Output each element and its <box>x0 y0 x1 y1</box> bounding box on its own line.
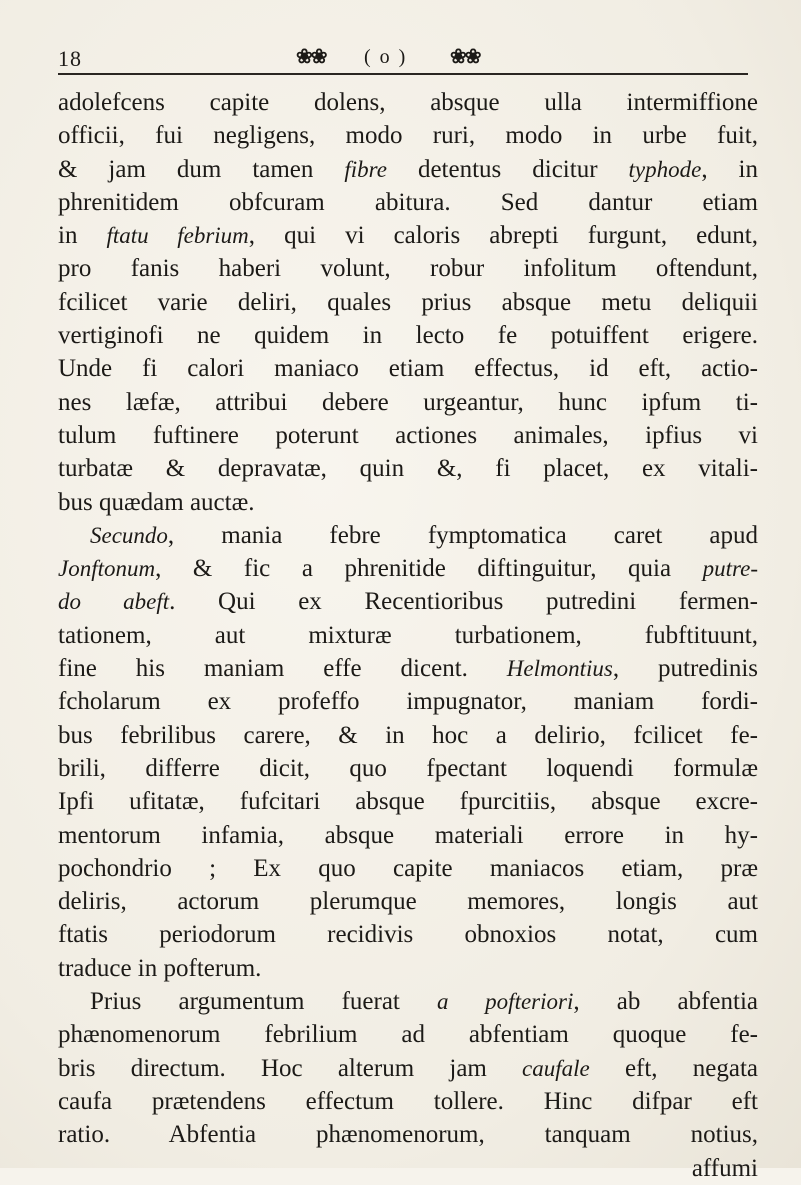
text-segment: brili, differre dicit, quo fpectant loquendi formulæ <box>58 754 758 782</box>
text-line <box>58 352 758 385</box>
italic-term: typhode <box>628 156 702 182</box>
text-line <box>58 652 758 685</box>
text-line <box>58 918 758 951</box>
text-line <box>58 486 758 519</box>
text-segment: traduce in pofterum. <box>58 954 262 982</box>
text-segment: phænomenorum febrilium ad abfentiam quoque fe- <box>58 1021 758 1049</box>
italic-term: ftatu febrium <box>106 223 249 249</box>
text-line <box>58 552 758 585</box>
text-segment: bus quædam auctæ. <box>58 488 255 516</box>
text-line <box>58 752 758 785</box>
signature-mark: ( o ) <box>364 46 408 68</box>
text-line <box>58 1085 758 1118</box>
italic-term: putre- <box>702 556 758 582</box>
text-segment: , & fic a phrenitide diftinguitur, quia <box>155 555 703 583</box>
italic-term: Jonftonum <box>58 556 156 582</box>
text-line <box>58 219 758 252</box>
text-segment: , mania febre fymptomatica caret apud <box>167 521 758 549</box>
text-line <box>58 585 758 618</box>
text-line <box>58 252 758 285</box>
text-line <box>58 1118 758 1151</box>
text-segment: Unde fi calori maniaco etiam effectus, id eft, actio- <box>58 355 758 383</box>
ornament-left-icon: ❀❀ <box>296 46 326 68</box>
italic-term: caufale <box>522 1055 590 1081</box>
text-segment: phrenitidem obfcuram abitura. Sed dantur etiam <box>58 188 758 216</box>
text-line <box>58 286 758 319</box>
text-line <box>58 619 758 652</box>
text-segment: ftatis periodorum recidivis obnoxios notat, cum <box>58 921 758 949</box>
text-segment: fine his maniam effe dicent. <box>58 655 507 683</box>
body-text <box>58 86 758 1185</box>
text-segment: , in <box>701 155 758 183</box>
text-segment: bris directum. Hoc alterum jam <box>58 1054 523 1082</box>
text-segment: , qui vi caloris abrepti furgunt, edunt, <box>248 222 758 250</box>
text-line <box>58 952 758 985</box>
italic-term: Secundo <box>90 522 168 548</box>
text-segment: affumi <box>691 1154 758 1182</box>
text-segment: eft, negata <box>589 1054 758 1082</box>
text-segment: adolefcens capite dolens, absque ulla intermiffione <box>58 89 758 116</box>
italic-term: fibre <box>344 156 387 182</box>
text-line <box>58 386 758 419</box>
text-line <box>58 119 758 152</box>
text-segment: in <box>58 222 107 250</box>
text-segment: fcholarum ex profeffo impugnator, maniam fordi- <box>58 688 758 716</box>
text-segment: bus febrilibus carere, & in hoc a delirio, fcilicet fe- <box>58 721 758 749</box>
text-segment: Prius argumentum fuerat <box>90 988 438 1016</box>
text-line <box>58 86 758 119</box>
text-line <box>58 1052 758 1085</box>
text-line <box>58 985 758 1018</box>
text-line <box>58 519 758 552</box>
text-segment: officii, fui negligens, modo ruri, modo in urbe fuit, <box>58 122 758 150</box>
italic-term: a pofteriori <box>437 989 574 1015</box>
text-segment: ratio. Abfentia phænomenorum, tanquam notius, <box>58 1121 758 1149</box>
text-segment: turbatæ & depravatæ, quin &, fi placet, ex vitali- <box>58 455 758 483</box>
text-line <box>58 319 758 352</box>
text-line <box>58 885 758 918</box>
text-segment: fcilicet varie deliri, quales prius absque metu deliquii <box>58 288 758 316</box>
text-segment: mentorum infamia, absque materiali errore in hy- <box>58 821 758 849</box>
text-segment: , ab abfentia <box>573 988 758 1016</box>
text-segment: pro fanis haberi volunt, robur infolitum oftendunt, <box>58 255 758 283</box>
text-line <box>58 452 758 485</box>
text-line <box>58 685 758 718</box>
ornament-right-icon: ❀❀ <box>450 46 480 68</box>
text-segment: vertiginofi ne quidem in lecto fe potuiffent erigere. <box>58 322 758 350</box>
page-header <box>58 36 754 76</box>
text-segment: . Qui ex Recentioribus putredini fermen- <box>169 588 758 616</box>
text-segment: & jam dum tamen <box>58 155 345 183</box>
text-line <box>58 1152 758 1185</box>
text-segment: , putredinis <box>612 655 758 683</box>
text-segment: detentus dicitur <box>386 155 629 183</box>
header-rule <box>58 73 748 75</box>
text-segment: deliris, actorum plerumque memores, longis aut <box>58 888 758 916</box>
text-segment: tulum fuftinere poterunt actiones animales, ipfius vi <box>58 421 758 449</box>
text-segment: caufa prætendens effectum tollere. Hinc difpar eft <box>58 1087 758 1115</box>
text-line <box>58 419 758 452</box>
text-segment: pochondrio ; Ex quo capite maniacos etiam, præ <box>58 854 758 882</box>
text-segment: nes læfæ, attribui debere urgeantur, hunc ipfum ti- <box>58 388 758 416</box>
text-line <box>58 186 758 219</box>
page-number: 18 <box>58 46 82 71</box>
text-line <box>58 1018 758 1051</box>
text-line <box>58 819 758 852</box>
text-line <box>58 852 758 885</box>
text-line <box>58 785 758 818</box>
italic-term: Helmontius <box>506 656 613 682</box>
italic-term: do abeft <box>58 589 170 615</box>
text-segment: Ipfi ufitatæ, fufcitari absque fpurcitiis, absque excre- <box>58 788 758 816</box>
text-line <box>58 719 758 752</box>
text-segment: tationem, aut mixturæ turbationem, fubftituunt, <box>58 621 758 649</box>
text-line <box>58 153 758 186</box>
